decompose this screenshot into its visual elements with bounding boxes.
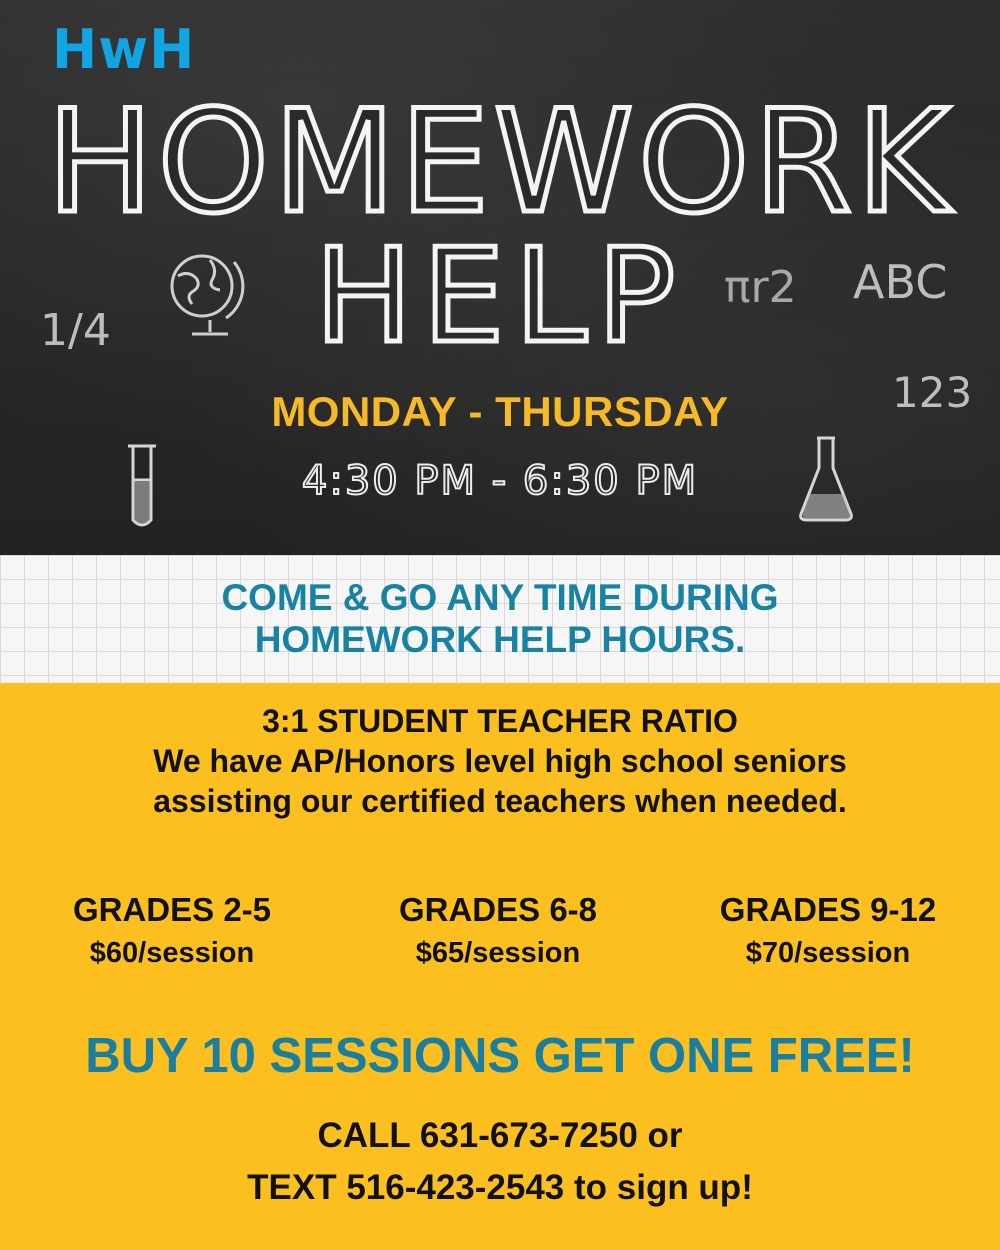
- come-go-line2: HOMEWORK HELP HOURS.: [254, 619, 746, 660]
- call-line: CALL 631-673-7250 or: [317, 1116, 683, 1155]
- grade-price: $65/session: [415, 937, 581, 969]
- chalkboard-header: [0, 0, 1000, 555]
- title-help: HELP: [314, 220, 686, 372]
- grade-block: [348, 891, 648, 970]
- grade-label: GRADES 2-5: [72, 891, 272, 928]
- grade-label: GRADES 9-12: [719, 891, 937, 928]
- hwh-logo: HwH: [52, 18, 196, 81]
- grade-price: $70/session: [745, 937, 911, 969]
- numbers-doodle: 123: [892, 368, 973, 417]
- fraction-doodle: 1/4: [40, 305, 111, 356]
- come-go-line1: COME & GO ANY TIME DURING: [221, 577, 779, 618]
- schedule-days: MONDAY - THURSDAY: [271, 388, 729, 435]
- ratio-line3: assisting our certified teachers when needed.: [153, 783, 847, 819]
- ratio-line2: We have AP/Honors level high school seniors: [153, 743, 847, 779]
- grid-band: [0, 555, 1000, 683]
- globe-icon: [160, 248, 250, 343]
- schedule-hours: 4:30 PM - 6:30 PM: [301, 458, 699, 504]
- text-line: TEXT 516-423-2543 to sign up!: [247, 1168, 753, 1207]
- abc-doodle: ABC: [853, 255, 948, 309]
- grade-price: $60/session: [89, 937, 255, 969]
- info-section: [0, 683, 1000, 1250]
- title-homework: HOMEWORK: [46, 80, 954, 245]
- grade-block: [22, 891, 322, 970]
- pi-doodle: πr2: [724, 262, 797, 313]
- grade-block: [678, 891, 978, 970]
- promo-banner: BUY 10 SESSIONS GET ONE FREE!: [85, 1029, 915, 1083]
- grade-label: GRADES 6-8: [398, 891, 598, 928]
- ratio-heading: 3:1 STUDENT TEACHER RATIO: [262, 703, 738, 739]
